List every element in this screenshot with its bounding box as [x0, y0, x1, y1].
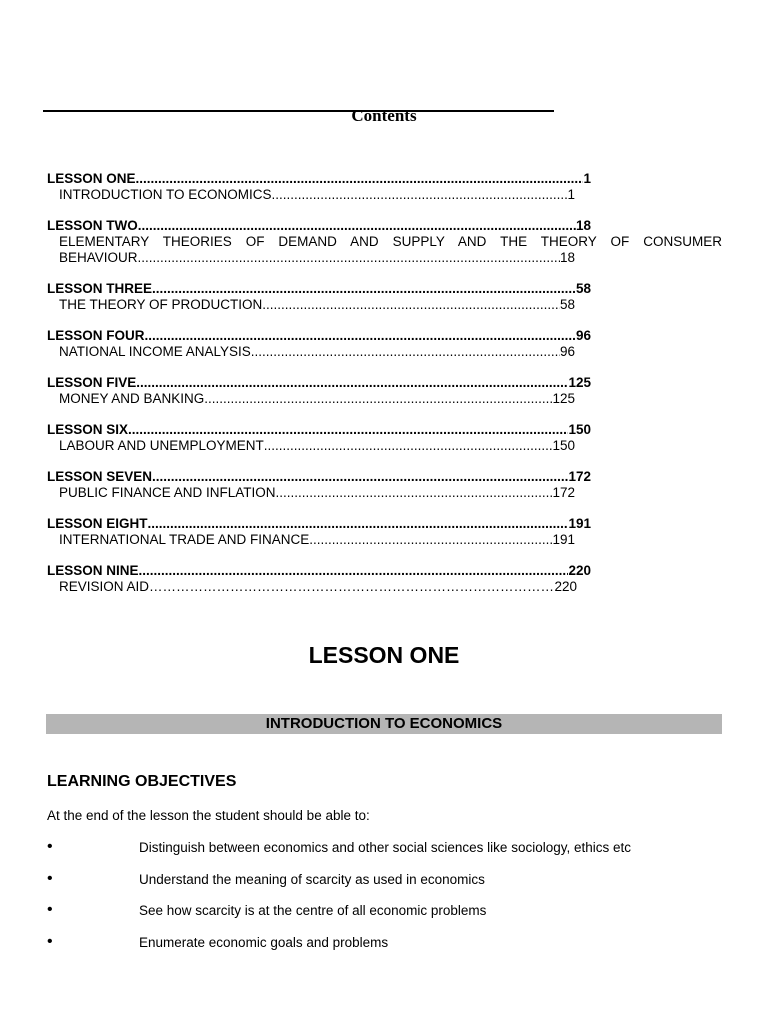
- toc-sub-title: LABOUR AND UNEMPLOYMENT: [59, 438, 264, 453]
- toc-group-lesson-four: [47, 328, 722, 360]
- toc-sub-title: INTERNATIONAL TRADE AND FINANCE: [59, 532, 310, 547]
- toc-page-number: 18: [559, 250, 575, 265]
- list-item: [47, 934, 631, 966]
- toc-lesson-title: LESSON FIVE: [47, 375, 137, 390]
- toc-entry-lesson-three[interactable]: [47, 281, 591, 297]
- objective-text: Enumerate economic goals and problems: [139, 934, 389, 950]
- toc-page-number: 58: [559, 297, 575, 312]
- toc-lesson-title: LESSON SIX: [47, 422, 129, 437]
- toc-page-number: 191: [552, 532, 575, 547]
- toc-entry-lesson-eight[interactable]: [47, 516, 591, 532]
- toc-page-number: 220: [568, 563, 591, 578]
- toc-lesson-title: LESSON FOUR: [47, 328, 145, 343]
- toc-entry-revision-aid[interactable]: [47, 579, 577, 595]
- toc-entry-lesson-five[interactable]: [47, 375, 591, 391]
- toc-page-number: 96: [559, 344, 575, 359]
- toc-page-number: 125: [552, 391, 575, 406]
- toc-group-lesson-five: [47, 375, 722, 407]
- toc-group-lesson-one: [47, 171, 722, 203]
- toc-group-lesson-nine: [47, 563, 722, 595]
- toc-page-number: 172: [568, 469, 591, 484]
- toc-entry-introduction[interactable]: [47, 187, 575, 203]
- toc-sub-title: MONEY AND BANKING: [59, 391, 205, 406]
- toc-entry-national-income[interactable]: [47, 344, 575, 360]
- objectives-heading: LEARNING OBJECTIVES: [47, 773, 237, 790]
- toc-lesson-title: LESSON ONE: [47, 171, 136, 186]
- toc-group-lesson-three: [47, 281, 722, 313]
- toc-entry-demand-supply-line1[interactable]: ELEMENTARY THEORIES OF DEMAND AND SUPPLY AND THE THEORY OF CONSUMER: [59, 234, 722, 249]
- section-title-bar: INTRODUCTION TO ECONOMICS: [46, 714, 722, 734]
- toc-page-number: 96: [575, 328, 591, 343]
- toc-page-number: 58: [575, 281, 591, 296]
- toc-lesson-title: LESSON THREE: [47, 281, 153, 296]
- toc-page-number: 1: [583, 171, 591, 186]
- toc-page-number: 18: [575, 218, 591, 233]
- toc-entry-labour[interactable]: [47, 438, 575, 454]
- toc-lesson-title: LESSON TWO: [47, 218, 138, 233]
- toc-entry-demand-supply-line2[interactable]: [47, 250, 575, 266]
- list-item: [47, 871, 631, 903]
- toc-entry-public-finance[interactable]: [47, 485, 575, 501]
- toc-lesson-title: LESSON SEVEN: [47, 469, 153, 484]
- bullet-icon: •: [47, 932, 53, 950]
- toc-entry-money-banking[interactable]: [47, 391, 575, 407]
- toc-entry-lesson-six[interactable]: [47, 422, 591, 438]
- toc-sub-title: REVISION AID: [59, 579, 150, 594]
- toc-page-number: 150: [568, 422, 591, 437]
- toc-lesson-title: LESSON NINE: [47, 563, 139, 578]
- intro-text: At the end of the lesson the student should be able to:: [47, 808, 370, 823]
- toc-lesson-title: LESSON EIGHT: [47, 516, 148, 531]
- toc-group-lesson-six: [47, 422, 722, 454]
- objective-text: See how scarcity is at the centre of all economic problems: [139, 903, 487, 919]
- bullet-icon: •: [47, 838, 53, 855]
- objectives-list: [47, 839, 631, 965]
- toc-group-lesson-eight: [47, 516, 722, 548]
- toc-sub-title: NATIONAL INCOME ANALYSIS: [59, 344, 251, 359]
- toc-sub-title: THE THEORY OF PRODUCTION: [59, 297, 263, 312]
- toc-page-number: 150: [552, 438, 575, 453]
- toc-page-number: 172: [552, 485, 575, 500]
- toc-sub-title: BEHAVIOUR: [59, 250, 138, 265]
- toc-entry-lesson-seven[interactable]: [47, 469, 591, 485]
- bullet-icon: •: [47, 869, 53, 887]
- toc-entry-lesson-nine[interactable]: [47, 563, 591, 579]
- toc-group-lesson-two: [47, 218, 722, 266]
- list-item: [47, 839, 631, 871]
- objective-text: Understand the meaning of scarcity as used in economics: [139, 871, 485, 887]
- toc-sub-title: INTRODUCTION TO ECONOMICS: [59, 187, 272, 202]
- lesson-heading: LESSON ONE: [308, 642, 460, 668]
- list-item: [47, 902, 631, 934]
- contents-title: Contents: [351, 106, 417, 125]
- objective-text: Distinguish between economics and other social sciences like sociology, ethics etc: [139, 840, 631, 855]
- toc-sub-title: PUBLIC FINANCE AND INFLATION: [59, 485, 276, 500]
- toc-page-number: 125: [568, 375, 591, 390]
- toc-group-lesson-seven: [47, 469, 722, 501]
- toc-page-number: 1: [567, 187, 575, 202]
- table-of-contents: [47, 171, 722, 610]
- toc-entry-lesson-two[interactable]: [47, 218, 591, 234]
- toc-entry-international-trade[interactable]: [47, 532, 575, 548]
- toc-page-number: 220: [554, 579, 577, 594]
- bullet-icon: •: [47, 901, 53, 919]
- toc-entry-production[interactable]: [47, 297, 575, 313]
- toc-page-number: 191: [568, 516, 591, 531]
- toc-entry-lesson-one[interactable]: [47, 171, 591, 187]
- toc-entry-lesson-four[interactable]: [47, 328, 591, 344]
